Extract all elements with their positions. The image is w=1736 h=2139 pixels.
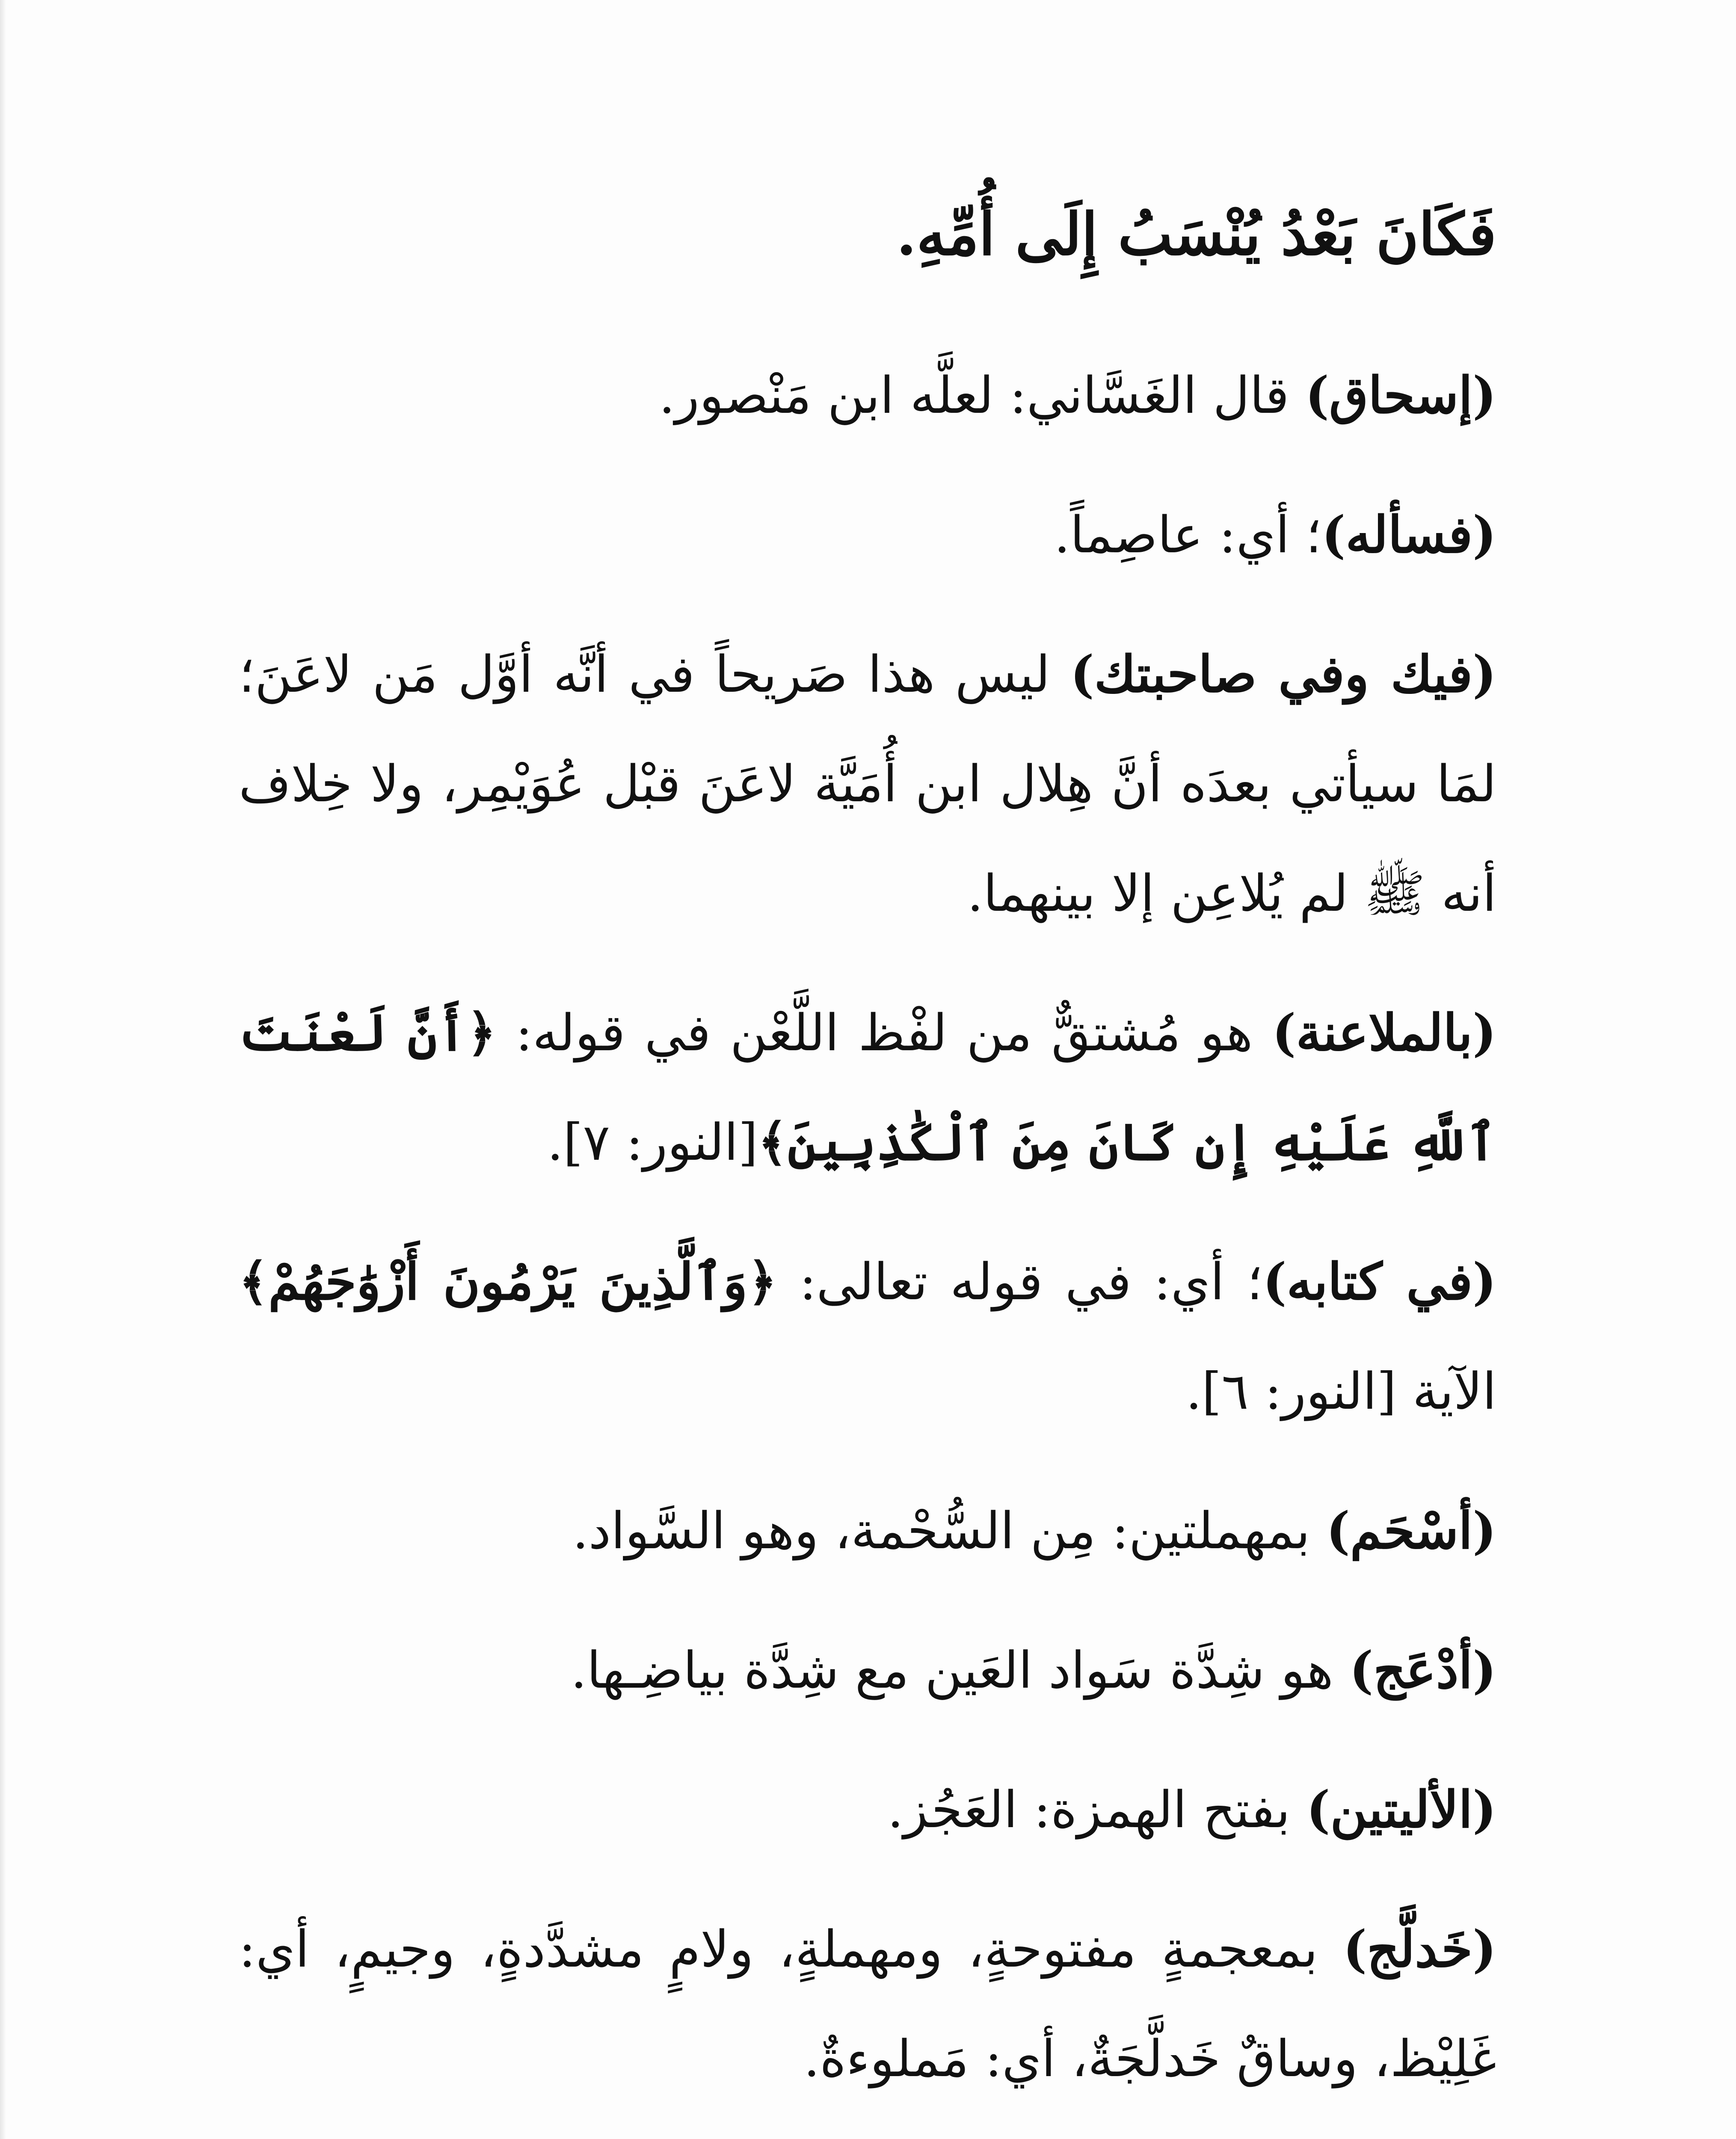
quran-verse: ﴿وَٱلَّذِينَ يَرْمُونَ أَزْوَٰجَهُمْ﴾	[239, 1252, 777, 1311]
entry-bil-mulaana	[239, 978, 1496, 1197]
entry-text: ؛ أي: في قوله تعالى:	[777, 1252, 1263, 1311]
entry-text: هو مُشتقٌّ من لفْظ اللَّعْن في قوله:	[496, 1003, 1272, 1062]
entry-text: ؛ أي: عاصِماً.	[1054, 505, 1322, 564]
entry-term: (إسحاق)	[1305, 365, 1496, 425]
entry-term: (فسأله)	[1321, 505, 1496, 564]
text-block	[239, 180, 1496, 2139]
entry-term: (الأليتين)	[1306, 1780, 1496, 1839]
entry-text: ليس هذا صَريحاً في أنَّه أوَّل مَن لاعَنَ؛ لمَا سيأتي بعدَه أنَّ هِلال ابن أُمَيَّة لاعَنَ قبْل عُوَيْمِر، ولا خِلاف أنه ﷺ لم يُلاعِن إلا بينهما.	[239, 645, 1496, 923]
entry-al-alyatayn	[239, 1755, 1496, 1864]
opening-line: فَكَانَ بَعْدُ يُنْسَبُ إِلَى أُمِّهِ.	[896, 200, 1496, 269]
entry-text: بفتح الهمزة: العَجُز.	[887, 1780, 1306, 1839]
scan-edge	[0, 0, 6, 2139]
entry-text: بمهملتين: مِن السُّحْمة، وهو السَّواد.	[572, 1501, 1326, 1560]
entry-term: (أسْحَم)	[1326, 1501, 1496, 1560]
entry-term: (خَدلَّج)	[1343, 1919, 1496, 1979]
entry-term: (أدْعَج)	[1349, 1640, 1496, 1700]
entry-khadallaj	[239, 1894, 1496, 2113]
quran-verse: ﴿أَنَّ لَعْنَتَ ٱللَّهِ عَلَيْهِ إِن كَانَ مِنَ ٱلْكَٰذِبِينَ﴾	[239, 1003, 1496, 1172]
entry-text: قال الغَسَّاني: لعلَّه ابن مَنْصور.	[659, 366, 1305, 425]
entry-term: (في كتابه)	[1262, 1252, 1496, 1311]
entry-fi-kitabihi	[239, 1227, 1496, 1446]
entry-text: بمعجمةٍ مفتوحةٍ، ومهملةٍ، ولامٍ مشدَّدةٍ، وجيمٍ، أي: غَلِيْظ، وساقٌ خَدلَّجَةٌ، أي: مَملوءةٌ.	[239, 1920, 1496, 2088]
verse-reference: [النور: ٧].	[547, 1113, 758, 1172]
entry-text: هو شِدَّة سَواد العَين مع شِدَّة بياضِـها.	[571, 1641, 1350, 1700]
verse-reference: الآية [النور: ٦].	[1185, 1362, 1496, 1421]
entry-ishaq	[239, 341, 1496, 450]
entry-ashham	[239, 1476, 1496, 1585]
entry-adaj	[239, 1615, 1496, 1725]
entry-fika-wa-fi-sahibatik	[239, 619, 1496, 948]
entry-fasaalahu	[239, 480, 1496, 590]
entry-term: (بالملاعنة)	[1272, 1003, 1496, 1062]
entry-term: (فيك وفي صاحبتك)	[1070, 644, 1496, 704]
